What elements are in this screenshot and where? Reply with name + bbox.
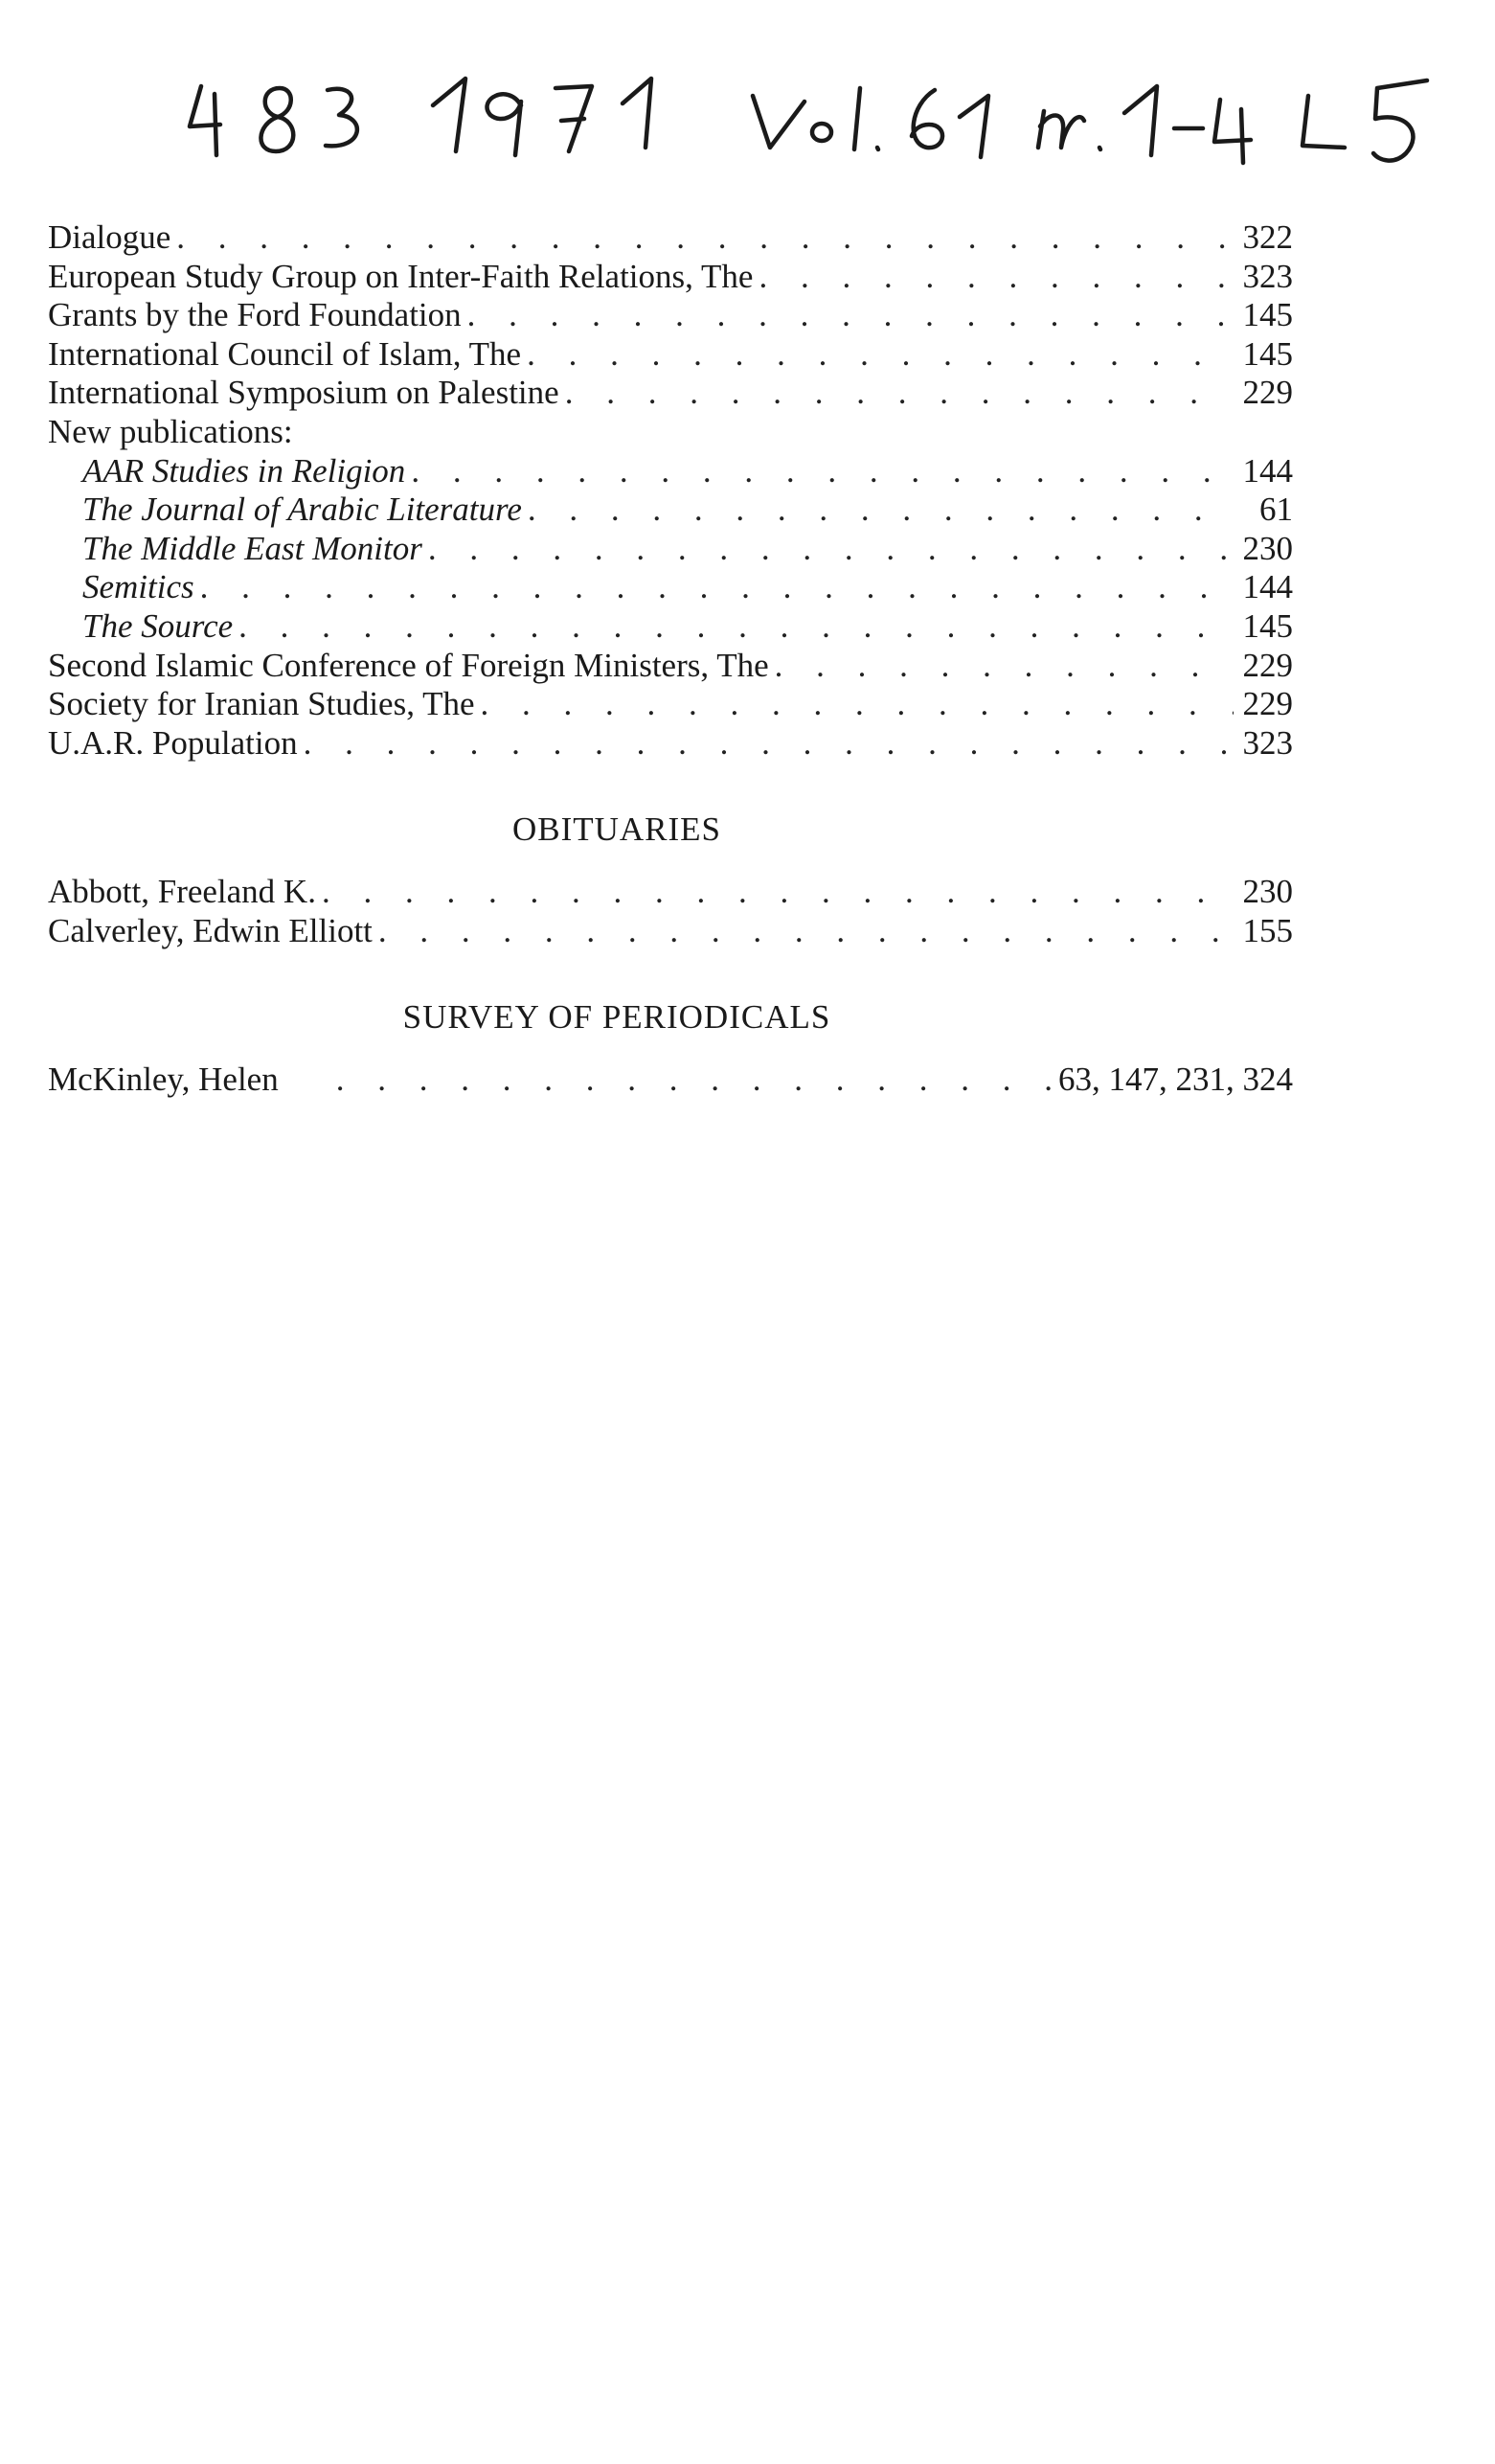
entry-label: McKinley, Helen xyxy=(48,1060,279,1098)
handwritten-shelf-note xyxy=(182,67,1475,172)
entry-page: 144 xyxy=(1242,568,1293,606)
entry-label: Semitics xyxy=(82,568,194,606)
dot-leader xyxy=(528,491,1234,530)
entry-label: European Study Group on Inter-Faith Relations, The xyxy=(48,257,754,295)
dot-leader xyxy=(304,724,1234,764)
list-item xyxy=(48,530,1293,569)
entry-page: 145 xyxy=(1242,606,1293,645)
entry-label: The Source xyxy=(82,606,234,645)
entry-label: New publications: xyxy=(48,412,293,450)
list-item xyxy=(48,296,1293,335)
list-item xyxy=(48,491,1293,530)
list-item xyxy=(48,218,1293,258)
dot-leader xyxy=(411,452,1234,491)
entry-label: Second Islamic Conference of Foreign Ministers, The xyxy=(48,646,769,684)
entry-label: Grants by the Ford Foundation xyxy=(48,296,462,334)
entry-label: U.A.R. Population xyxy=(48,723,298,762)
dot-leader xyxy=(378,912,1234,951)
list-item xyxy=(48,724,1293,764)
dot-leader xyxy=(176,218,1234,258)
entry-page: 230 xyxy=(1242,529,1293,567)
entry-label: International Symposium on Palestine xyxy=(48,374,559,412)
entry-label: Calverley, Edwin Elliott xyxy=(48,911,373,949)
list-item xyxy=(48,912,1293,951)
list-item xyxy=(48,413,1293,452)
dot-leader xyxy=(336,1061,1053,1100)
dot-leader xyxy=(565,374,1234,413)
entry-page: 63, 147, 231, 324 xyxy=(1058,1060,1293,1098)
dot-leader xyxy=(200,568,1234,607)
list-item xyxy=(48,568,1293,607)
dot-leader xyxy=(775,647,1234,686)
entry-page: 323 xyxy=(1242,723,1293,762)
entry-label: The Journal of Arabic Literature xyxy=(82,491,522,529)
list-item xyxy=(48,374,1293,413)
entry-label: Abbott, Freeland K. xyxy=(48,872,316,910)
entry-label: Dialogue xyxy=(48,218,171,256)
list-item xyxy=(48,258,1293,297)
list-item xyxy=(48,335,1293,375)
entry-label: Society for Iranian Studies, The xyxy=(48,685,475,723)
entry-page: 229 xyxy=(1242,646,1293,684)
entry-page: 229 xyxy=(1242,374,1293,412)
entry-page: 230 xyxy=(1242,872,1293,910)
entry-page: 323 xyxy=(1242,257,1293,295)
entry-page: 145 xyxy=(1242,296,1293,334)
dot-leader xyxy=(322,873,1234,912)
list-item xyxy=(48,647,1293,686)
dot-leader xyxy=(481,685,1235,724)
index-list xyxy=(48,218,1293,1099)
dot-leader xyxy=(759,258,1234,297)
entry-label: International Council of Islam, The xyxy=(48,334,522,373)
survey-heading: SURVEY OF PERIODICALS xyxy=(402,998,831,1037)
dot-leader xyxy=(428,530,1234,569)
entry-page: 322 xyxy=(1242,218,1293,256)
entry-page: 61 xyxy=(1259,491,1293,529)
dot-leader xyxy=(527,335,1234,375)
list-item xyxy=(48,607,1293,647)
entry-page: 155 xyxy=(1242,911,1293,949)
list-item xyxy=(48,873,1293,912)
list-item xyxy=(48,452,1293,491)
entry-label: AAR Studies in Religion xyxy=(82,451,406,490)
list-item xyxy=(48,1061,1293,1100)
entry-page: 145 xyxy=(1242,334,1293,373)
obituaries-heading: OBITUARIES xyxy=(511,810,722,849)
list-item xyxy=(48,685,1293,724)
dot-leader xyxy=(238,607,1234,647)
entry-label: The Middle East Monitor xyxy=(82,529,422,567)
dot-leader xyxy=(467,296,1234,335)
entry-page: 144 xyxy=(1242,451,1293,490)
entry-page: 229 xyxy=(1242,685,1293,723)
